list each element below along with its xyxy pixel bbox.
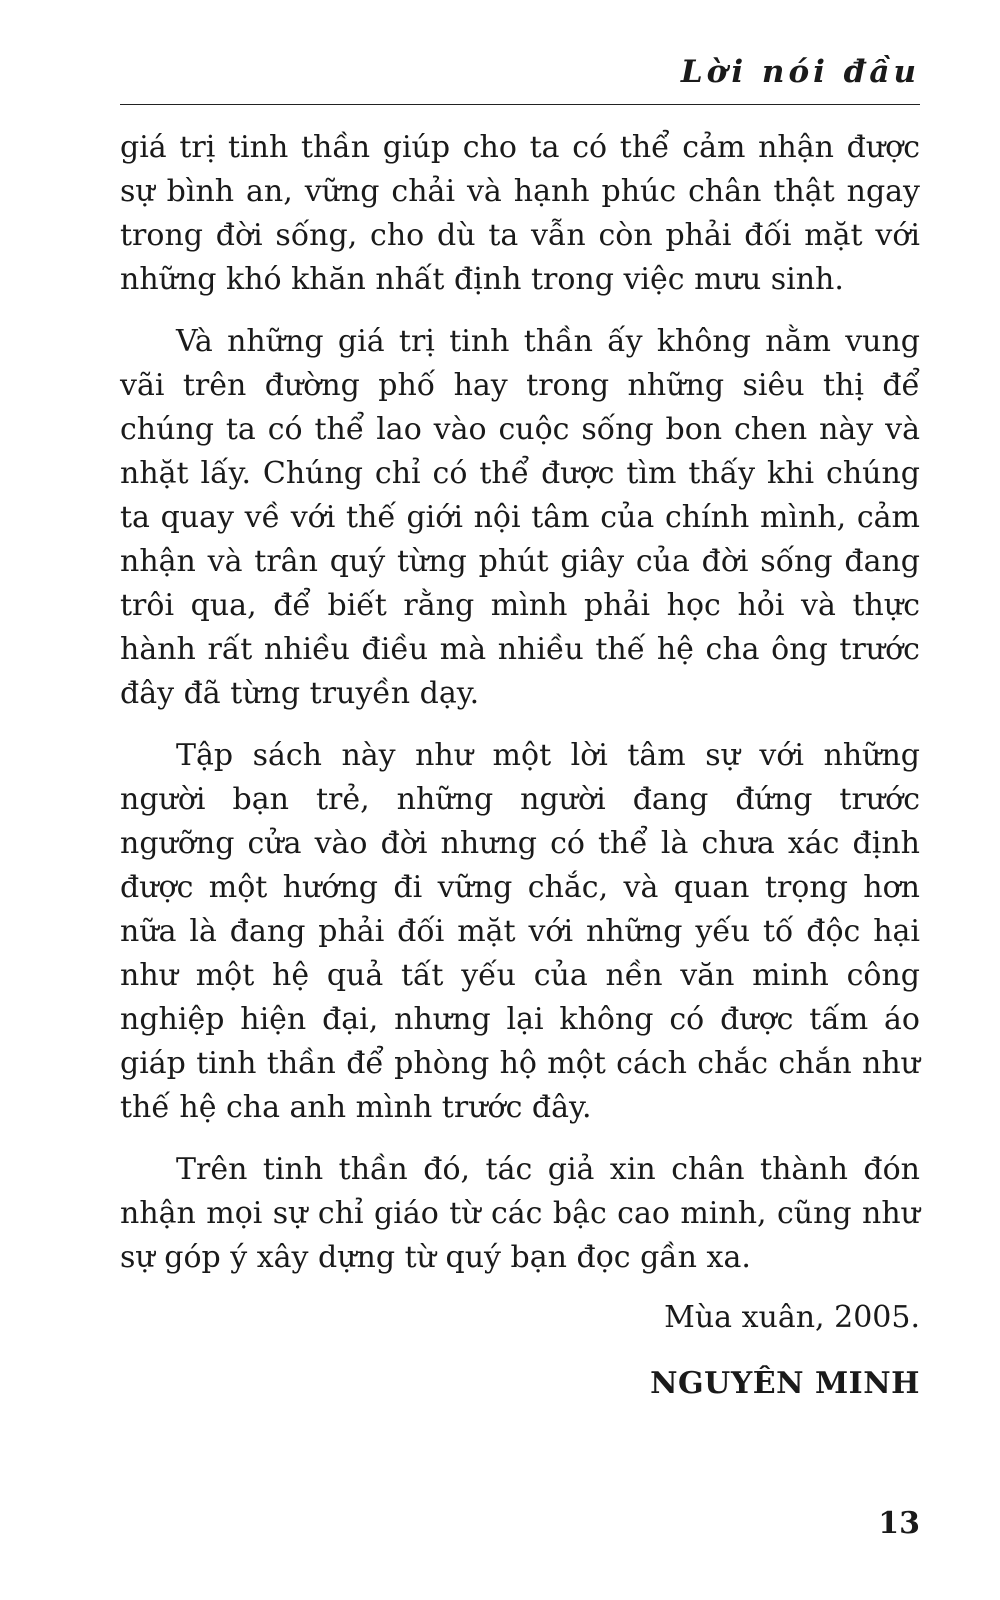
page-number: 13 xyxy=(878,1506,920,1541)
running-header-title: Lời nói đầu xyxy=(680,54,920,90)
paragraph: Và những giá trị tinh thần ấy không nằm vung vãi trên đường phố hay trong những siêu thị để chúng ta có thể lao vào cuộc sống bon chen này và nhặt lấy. Chúng chỉ có thể được tìm thấy khi chúng ta quay về với thế giới nội tâm của chính mình, cảm nhận và trân quý từng phút giây của đời sống đang trôi qua, để biết rằng mình phải học hỏi và thực hành rất nhiều điều mà nhiều thế hệ cha ông trước đây đã từng truyền dạy. xyxy=(120,324,920,711)
running-header xyxy=(120,52,920,105)
paragraph: Tập sách này như một lời tâm sự với những người bạn trẻ, những người đang đứng trước ngưỡng cửa vào đời nhưng có thể là chưa xác định được một hướng đi vững chắc, và quan trọng hơn nữa là đang phải đối mặt với những yếu tố độc hại như một hệ quả tất yếu của nền văn minh công nghiệp hiện đại, nhưng lại không có được tấm áo giáp tinh thần để phòng hộ một cách chắc chắn như thế hệ cha anh mình trước đây. xyxy=(120,738,920,1125)
signoff-author: NGUYÊN MINH xyxy=(650,1366,920,1401)
signoff-date: Mùa xuân, 2005. xyxy=(664,1300,920,1335)
paragraph-continued: giá trị tinh thần giúp cho ta có thể cảm nhận được sự bình an, vững chải và hạnh phúc chân thật ngay trong đời sống, cho dù ta vẫn còn phải đối mặt với những khó khăn nhất định trong việc mưu sinh. xyxy=(120,130,920,297)
paragraph: Trên tinh thần đó, tác giả xin chân thành đón nhận mọi sự chỉ giáo từ các bậc cao minh, cũng như sự góp ý xây dựng từ quý bạn đọc gần xa. xyxy=(120,1152,920,1275)
body-text xyxy=(120,126,920,1298)
